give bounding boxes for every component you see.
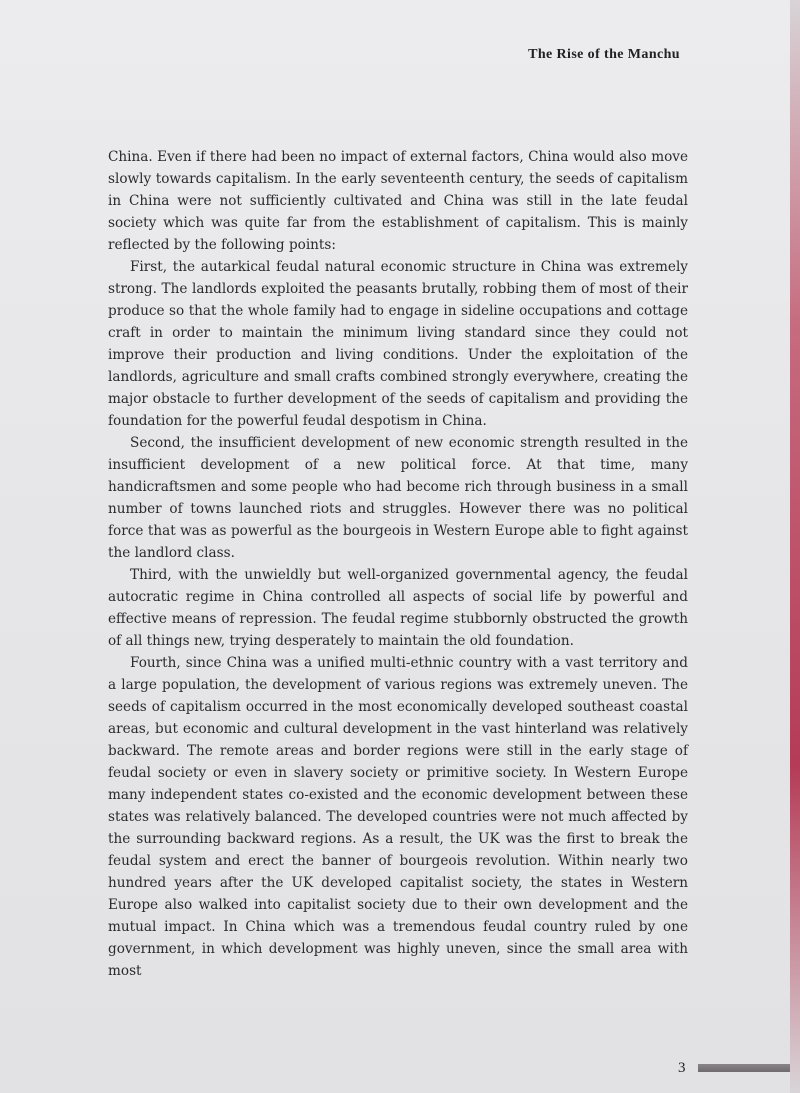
paragraph-first-point: First, the autarkical feudal natural economic structure in China was extremely strong. The landlords exploited the peasants brutally, robbing them of most of their produce so that the whole family had to engage in sideline occupations and cottage craft in order to maintain the minimum living standard since they could not improve their production and living conditions. Under the exploitation of the landlords, agriculture and small crafts combined strongly everywhere, creating the major obstacle to further development of the seeds of capitalism and providing the foundation for the powerful feudal despotism in China. <box>108 259 688 429</box>
page-number: 3 <box>678 1060 686 1076</box>
book-edge <box>790 0 800 1093</box>
paragraph-third-point: Third, with the unwieldly but well-organized governmental agency, the feudal autocratic regime in China controlled all aspects of social life by powerful and effective means of repression. The feudal regime stubbornly obstructed the growth of all things new, trying desperately to maintain the old foundation. <box>108 567 688 649</box>
page-number-bar <box>698 1064 800 1072</box>
paragraph-continuation: China. Even if there had been no impact of external factors, China would also move slowly towards capitalism. In the early seventeenth century, the seeds of capitalism in China were not sufficiently cultivated and China was still in the late feudal society which was quite far from the establishment of capitalism. This is mainly reflected by the following points: <box>108 149 688 253</box>
body-text <box>108 146 688 982</box>
running-head-title: The Rise of the Manchu <box>528 47 680 62</box>
paragraph-second-point: Second, the insufficient development of new economic strength resulted in the insufficient development of a new political force. At that time, many handicraftsmen and some people who had become rich through business in a small number of towns launched riots and struggles. However there was no political force that was as powerful as the bourgeois in Western Europe able to fight against the landlord class. <box>108 435 688 561</box>
paragraph-fourth-point: Fourth, since China was a unified multi-ethnic country with a vast territory and a large population, the development of various regions was extremely uneven. The seeds of capitalism occurred in the most economically developed southeast coastal areas, but economic and cultural development in the vast hinterland was relatively backward. The remote areas and border regions were still in the early stage of feudal society or even in slavery society or primitive society. In Western Europe many independent states co-existed and the economic development between these states was relatively balanced. The developed countries were not much affected by the surrounding backward regions. As a result, the UK was the first to break the feudal system and erect the banner of bourgeois revolution. Within nearly two hundred years after the UK developed capitalist society, the states in Western Europe also walked into capitalist society due to their own development and the mutual impact. In China which was a tremendous feudal country ruled by one government, in which development was highly uneven, since the small area with most <box>108 655 688 979</box>
